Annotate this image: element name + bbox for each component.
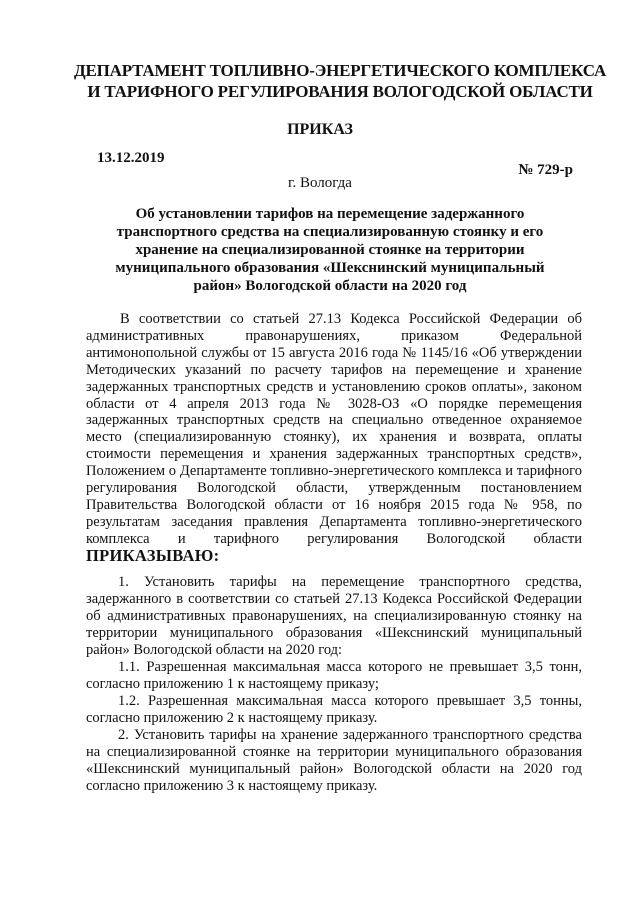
item-1: 1. Установить тарифы на перемещение транспортного средства, задержанного в соответствии со статьей 27.13 Кодекса Российской Федерации об административных правонарушениях, на специализированную стоянку на территории муниципального образования «Шекснинский муниципальный район» Вологодской области на 2020 год: — [86, 574, 582, 658]
item-1-2: 1.2. Разрешенная максимальная масса которого превышает 3,5 тонны, согласно приложению 2 к настоящему приказу. — [86, 693, 582, 726]
order-date: 13.12.2019 — [97, 150, 165, 166]
city: г. Вологда — [288, 175, 352, 191]
department-line-2: И ТАРИФНОГО РЕГУЛИРОВАНИЯ ВОЛОГОДСКОЙ ОБЛАСТИ — [87, 82, 593, 101]
preamble-text: В соответствии со статьей 27.13 Кодекса Российской Федерации об административных правонарушениях, приказом Федеральной антимонопольной службы от 15 августа 2016 года № 1145/16 «Об утверждении Методических указаний по расчету тарифов на перемещение и хранение задержанных транспортных средств и установлению сроков оплаты», законом области от 4 апреля 2013 года № 3028-ОЗ «О порядке перемещения задержанных транспортных средств на специально отведенное охраняемое место (специализированную стоянку), их хранения и возврата, оплаты стоимости перемещения и хранения задержанных транспортных средств», Положением о Департаменте топливно-энергетического комплекса и тарифного регулирования Вологодской области, утвержденным постановлением Правительства Вологодской области от 16 ноября 2015 года № 958, по результатам заседания правления Департамента топливно-энергетического комплекса и тарифного регулирования Вологодской области — [86, 311, 582, 547]
item-1-1: 1.1. Разрешенная максимальная масса которого не превышает 3,5 тонн, согласно приложению 1 к настоящему приказу; — [86, 659, 582, 692]
order-number: № 729-р — [518, 162, 573, 178]
document-type: ПРИКАЗ — [287, 121, 353, 138]
department-header — [60, 60, 620, 102]
order-items — [86, 574, 582, 795]
order-subject: Об установлении тарифов на перемещение задержанного транспортного средства на специализированную стоянку и его хранение на специализированной стоянке на территории муниципального образования «Шекснинский муниципальный район» Вологодской области на 2020 год — [115, 206, 545, 294]
preamble-block — [86, 311, 582, 566]
decree-word: ПРИКАЗЫВАЮ: — [86, 545, 220, 565]
department-line-1: ДЕПАРТАМЕНТ ТОПЛИВНО-ЭНЕРГЕТИЧЕСКОГО КОМПЛЕКСА — [73, 61, 607, 80]
item-2: 2. Установить тарифы на хранение задержанного транспортного средства на специализированной стоянке на территории муниципального образования «Шекснинский муниципальный район» Вологодской области на 2020 год согласно приложению 3 к настоящему приказу. — [86, 727, 582, 794]
